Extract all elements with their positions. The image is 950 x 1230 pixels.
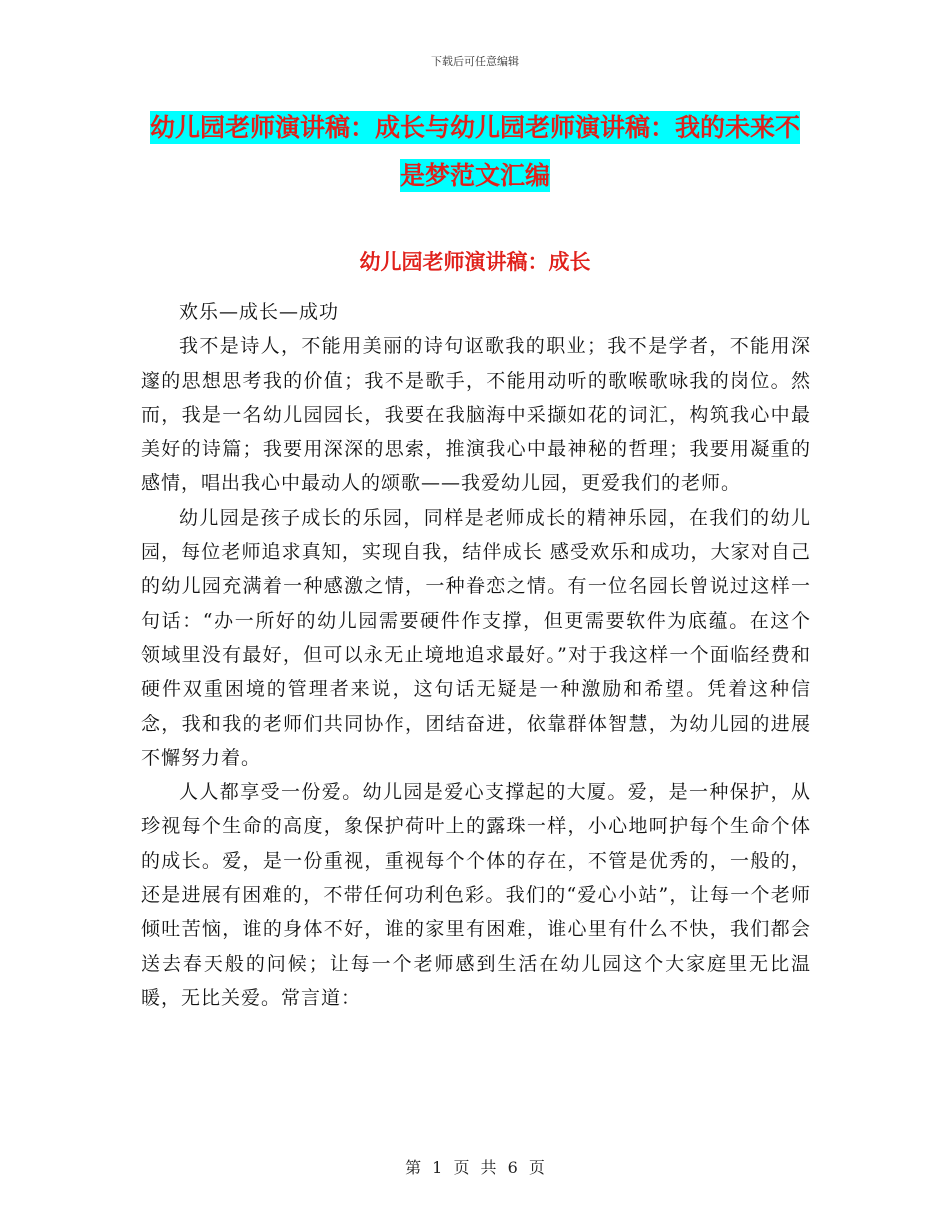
- body-text: [141, 295, 811, 1015]
- page-footer: 第 1 页 共 6 页: [405, 1158, 545, 1177]
- paragraph: 人人都享受一份爱。幼儿园是爱心支撑起的大厦。爱，是一种保护，从珍视每个生命的高度，象保护荷叶上的露珠一样，小心地呵护每个生命个体的成长。爱，是一份重视，重视每个个体的存在，不管是优秀的，一般的，还是进展有困难的，不带任何功利色彩。我们的“爱心小站”，让每一个老师倾吐苦恼，谁的身体不好，谁的家里有困难，谁心里有什么不快，我们都会送去春天般的问候；让每一个老师感到生活在幼儿园这个大家庭里无比温暖，无比关爱。常言道：: [141, 781, 811, 1009]
- document-title-text: 幼儿园老师演讲稿：成长与幼儿园老师演讲稿：我的未来不是梦范文汇编: [149, 113, 800, 190]
- document-title: [140, 104, 810, 200]
- paragraph: 欢乐—成长—成功: [179, 301, 340, 323]
- section-title: 幼儿园老师演讲稿：成长: [359, 250, 591, 274]
- paragraph: 幼儿园是孩子成长的乐园，同样是老师成长的精神乐园，在我们的幼儿园，每位老师追求真知，实现自我，结伴成长 感受欢乐和成功，大家对自己的幼儿园充满着一种感激之情，一种眷恋之情。有一位名园长曾说过这样一句话：“办一所好的幼儿园需要硬件作支撑，但更需要软件为底蕴。在这个领域里没有最好，但可以永无止境地追求最好。”对于我这样一个面临经费和硬件双重困境的管理者来说，这句话无疑是一种激励和希望。凭着这种信念，我和我的老师们共同协作，团结奋进，依靠群体智慧，为幼儿园的进展不懈努力着。: [141, 506, 811, 769]
- page-header-note: 下载后可任意编辑: [431, 55, 519, 68]
- paragraph: 我不是诗人，不能用美丽的诗句讴歌我的职业；我不是学者，不能用深邃的思想思考我的价值；我不是歌手，不能用动听的歌喉歌咏我的岗位。然而，我是一名幼儿园园长，我要在我脑海中采撷如花的词汇，构筑我心中最美好的诗篇；我要用深深的思索，推演我心中最神秘的哲理；我要用凝重的感情，唱出我心中最动人的颂歌——我爱幼儿园，更爱我们的老师。: [141, 335, 811, 495]
